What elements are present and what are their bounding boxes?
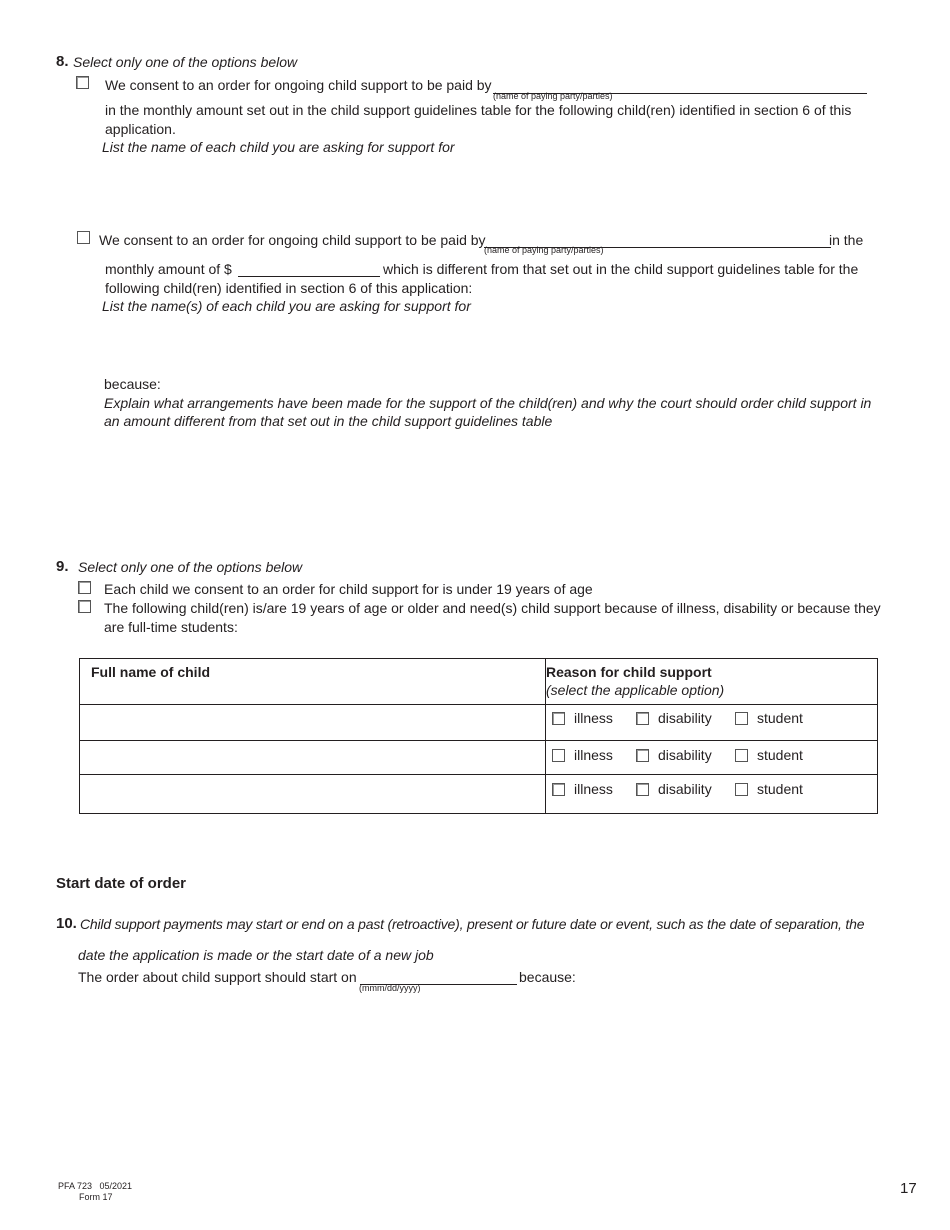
section-10-instruction-line-1: Child support payments may start or end on a past (retroactive), present or future date or event, such as the date of separation, the — [80, 916, 865, 932]
header-full-name-cell — [80, 659, 546, 705]
reason-cell — [546, 705, 878, 741]
section-9-option-2-checkbox[interactable] — [78, 600, 91, 613]
child-name-cell[interactable] — [80, 705, 546, 741]
children-list-field-1[interactable] — [102, 160, 876, 224]
explain-line-1: Explain what arrangements have been made for the support of the child(ren) and why the court should order child support in — [104, 395, 872, 411]
section-8-option-1-checkbox[interactable] — [76, 76, 89, 89]
header-reason: Reason for child support — [546, 664, 712, 680]
because-label: because: — [104, 376, 161, 392]
children-reasons-table — [79, 658, 878, 814]
table-header-row — [80, 659, 878, 705]
section-8-option-2-checkbox[interactable] — [77, 231, 90, 244]
section-9-option-1-text: Each child we consent to an order for child support for is under 19 years of age — [104, 581, 593, 597]
disability-label: disability — [658, 710, 712, 726]
illness-checkbox[interactable] — [552, 783, 565, 796]
section-8-instruction: Select only one of the options below — [73, 54, 298, 70]
amount-suffix: which is different from that set out in the child support guidelines table for the — [383, 261, 859, 277]
section-8-option-1-text: We consent to an order for ongoing child support to be paid by — [105, 77, 492, 93]
section-9-option-2-line-1: The following child(ren) is/are 19 years of age or older and need(s) child support because of illness, disability or because they — [104, 600, 881, 616]
child-name-cell[interactable] — [80, 741, 546, 775]
section-10-number: 10. — [56, 915, 77, 932]
start-date-caption: (mmm/dd/yyyy) — [359, 983, 421, 993]
table-row — [80, 775, 878, 814]
paying-party-caption-2: (name of paying party/parties) — [484, 245, 604, 255]
section-8-option-1-line-2: in the monthly amount set out in the child support guidelines table for the following child(ren) identified in section 6 of this — [105, 102, 852, 118]
disability-checkbox[interactable] — [636, 749, 649, 762]
page-number: 17 — [900, 1180, 917, 1197]
disability-label: disability — [658, 747, 712, 763]
student-label: student — [757, 781, 803, 797]
section-8-option-2-tail: in the — [829, 232, 864, 248]
header-reason-subheader: (select the applicable option) — [546, 682, 725, 698]
illness-checkbox[interactable] — [552, 749, 565, 762]
section-10-instruction-line-2: date the application is made or the start date of a new job — [78, 947, 434, 963]
explanation-field[interactable] — [104, 434, 878, 548]
section-8-option-2-list-label: List the name(s) of each child you are asking for support for — [102, 298, 471, 314]
section-8-option-1-line-3: application. — [105, 121, 176, 137]
reason-cell — [546, 775, 878, 814]
header-reason-cell — [546, 659, 878, 705]
section-8-option-2-text: We consent to an order for ongoing child support to be paid by — [99, 232, 486, 248]
disability-label: disability — [658, 781, 712, 797]
header-full-name: Full name of child — [91, 664, 211, 680]
start-date-reason-field[interactable] — [78, 996, 872, 1150]
student-label: student — [757, 747, 803, 763]
illness-label: illness — [574, 781, 613, 797]
student-checkbox[interactable] — [735, 749, 748, 762]
explain-line-2: an amount different from that set out in the child support guidelines table — [104, 413, 553, 429]
table-row — [80, 741, 878, 775]
section-9-number: 9. — [56, 558, 69, 575]
student-label: student — [757, 710, 803, 726]
student-checkbox[interactable] — [735, 712, 748, 725]
form-name: Form 17 — [79, 1192, 113, 1202]
table-row — [80, 705, 878, 741]
illness-label: illness — [574, 710, 613, 726]
paying-party-caption-1: (name of paying party/parties) — [493, 91, 613, 101]
child-name-cell[interactable] — [80, 775, 546, 814]
monthly-amount-field[interactable] — [238, 258, 380, 277]
amount-prefix: monthly amount of $ — [105, 261, 232, 277]
illness-checkbox[interactable] — [552, 712, 565, 725]
children-list-field-2[interactable] — [102, 318, 876, 372]
illness-label: illness — [574, 747, 613, 763]
section-9-option-1-checkbox[interactable] — [78, 581, 91, 594]
disability-checkbox[interactable] — [636, 783, 649, 796]
section-8-option-1-list-label: List the name of each child you are asking for support for — [102, 139, 455, 155]
section-9-option-2-line-2: are full-time students: — [104, 619, 238, 635]
form-code: PFA 723 05/2021 — [58, 1181, 133, 1191]
reason-cell — [546, 741, 878, 775]
student-checkbox[interactable] — [735, 783, 748, 796]
order-start-suffix: because: — [519, 969, 576, 985]
section-8-option-2-line-3: following child(ren) identified in section 6 of this application: — [105, 280, 473, 296]
section-9-instruction: Select only one of the options below — [78, 559, 303, 575]
section-8-number: 8. — [56, 53, 69, 70]
order-start-prefix: The order about child support should start on — [78, 969, 357, 985]
disability-checkbox[interactable] — [636, 712, 649, 725]
start-date-heading: Start date of order — [56, 875, 187, 892]
